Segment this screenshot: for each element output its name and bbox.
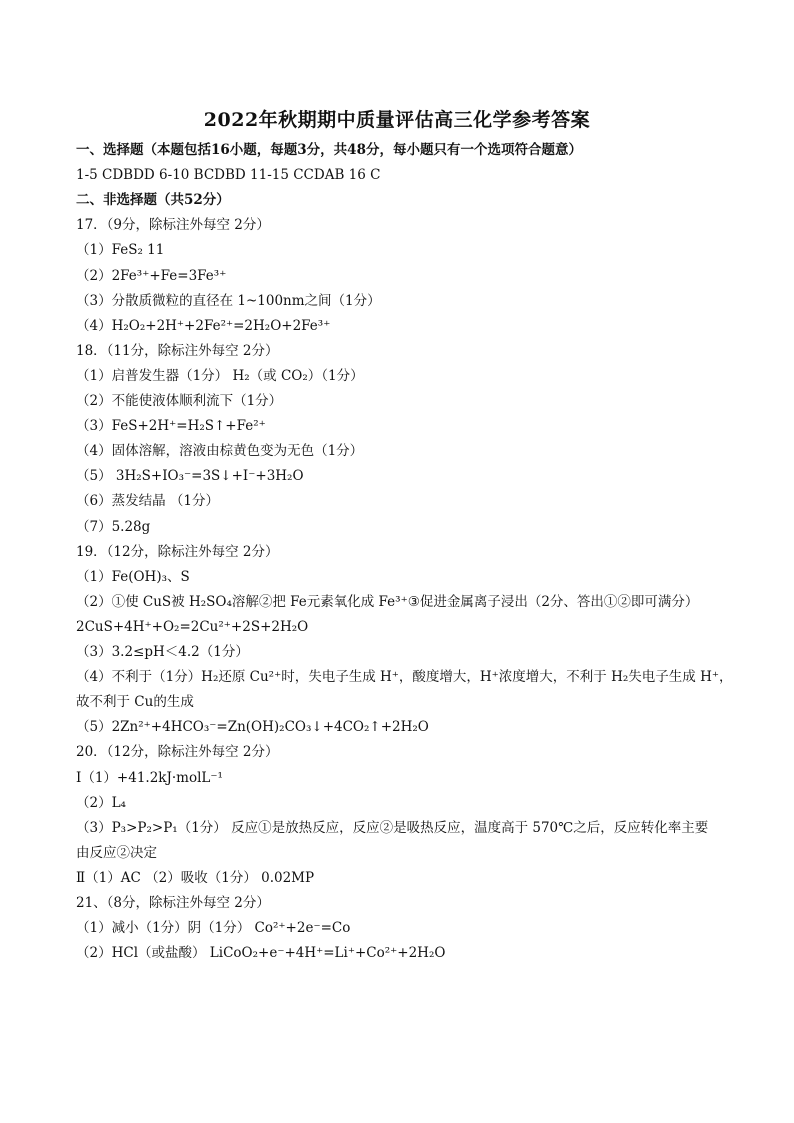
answer-line: 21、（8分，除标注外每空 2分） (76, 895, 270, 911)
answer-line: （1）FeS₂ 11 (76, 242, 165, 259)
answer-line: （3）P₃>P₂>P₁（1分） 反应①是放热反应，反应②是吸热反应，温度高于 570℃之后，反应转化率主要 (76, 819, 709, 836)
page-title: 2022年秋期期中质量评估高三化学参考答案 (203, 109, 591, 131)
answer-line: 故不利于 Cu的生成 (76, 694, 194, 711)
answer-line: （1）减小（1分）阴（1分） Co²⁺+2e⁻=Co (76, 920, 351, 937)
answer-line: （3）3.2≤pH＜4.2（1分） (76, 644, 249, 660)
answer-line: （1）启普发生器（1分） H₂（或 CO₂）（1分） (76, 367, 364, 384)
answer-line: （3）分散质微粒的直径在 1~100nm之间（1分） (76, 292, 381, 309)
answer-line: Ⅰ（1）+41.2kJ·molL⁻¹ (76, 769, 223, 786)
answer-line: 由反应②决定 (76, 844, 157, 861)
answer-line: 20．（12分，除标注外每空 2分） (76, 744, 279, 761)
answer-line: （5）2Zn²⁺+4HCO₃⁻=Zn(OH)₂CO₃↓+4CO₂↑+2H₂O (76, 719, 429, 736)
answer-line: （6）蒸发结晶 （1分） (76, 493, 219, 510)
answer-line: 一、选择题（本题包括16小题，每题3分，共48分，每小题只有一个选项符合题意） (76, 142, 582, 158)
answer-line: （4）H₂O₂+2H⁺+2Fe²⁺=2H₂O+2Fe³⁺ (76, 317, 331, 334)
answer-line: （2）L₄ (76, 794, 126, 811)
answer-line: Ⅱ（1）AC （2）吸收（1分） 0.02MP (76, 869, 315, 886)
answer-line: 19．（12分，除标注外每空 2分） (76, 543, 279, 560)
answer-line: 二、非选择题（共52分） (76, 192, 230, 209)
answer-line: （3）FeS+2H⁺=H₂S↑+Fe²⁺ (76, 418, 266, 435)
answer-line: 2CuS+4H⁺+O₂=2Cu²⁺+2S+2H₂O (76, 618, 309, 635)
answer-line: （4）固体溶解，溶液由棕黄色变为无色（1分） (76, 443, 364, 460)
answer-line: （5） 3H₂S+IO₃⁻=3S↓+I⁻+3H₂O (76, 468, 304, 485)
answer-line: （1）Fe(OH)₃、S (76, 568, 190, 585)
answer-line: （2）不能使液体顺利流下（1分） (76, 393, 283, 409)
answer-line: （4）不利于（1分）H₂还原 Cu²⁺时，失电子生成 H⁺，酸度增大，H⁺浓度增大，不利于 H₂失电子生成 H⁺， (76, 669, 733, 686)
answer-line: （2）①使 CuS被 H₂SO₄溶解②把 Fe元素氧化成 Fe³⁺③促进金属离子浸出（2分、答出①②即可满分） (76, 593, 699, 610)
answer-line: 17．（9分，除标注外每空 2分） (76, 217, 270, 234)
answer-line: 18．（11分，除标注外每空 2分） (76, 342, 279, 359)
answer-line: 1-5 CDBDD 6-10 BCDBD 11-15 CCDAB 16 C (76, 167, 381, 184)
answer-line: （2）2Fe³⁺+Fe=3Fe³⁺ (76, 267, 227, 284)
answer-line: （2）HCl（或盐酸） LiCoO₂+e⁻+4H⁺=Li⁺+Co²⁺+2H₂O (76, 945, 446, 962)
answer-line: （7）5.28g (76, 518, 151, 535)
